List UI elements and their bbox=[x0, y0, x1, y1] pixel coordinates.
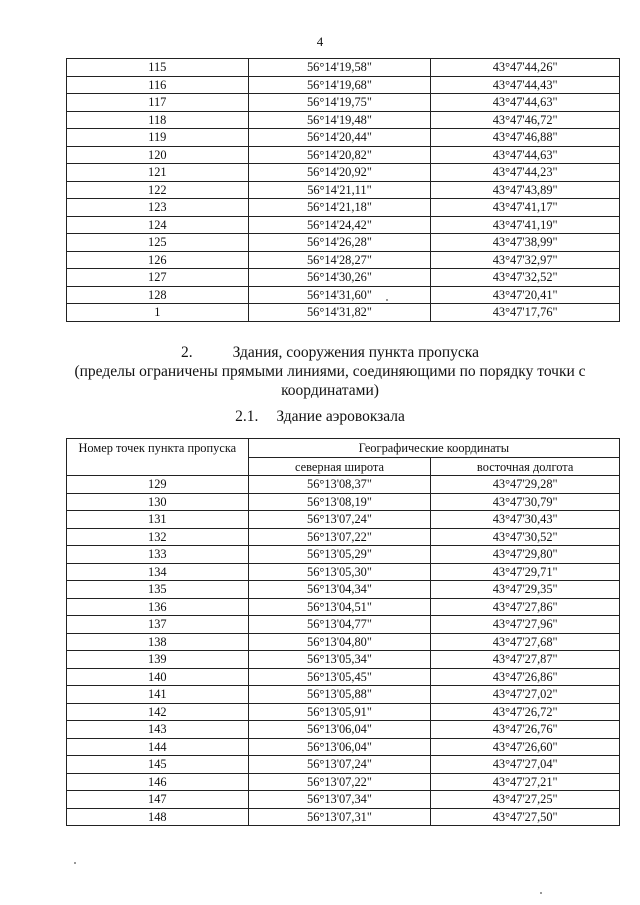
table-row bbox=[67, 493, 620, 511]
scan-speck bbox=[386, 299, 388, 301]
table-row bbox=[67, 59, 620, 77]
point-number-cell: 135 bbox=[67, 581, 249, 599]
table-row bbox=[67, 111, 620, 129]
table-row bbox=[67, 668, 620, 686]
latitude-cell: 56°14'24,42" bbox=[248, 216, 431, 234]
table-row bbox=[67, 216, 620, 234]
point-number-cell: 126 bbox=[67, 251, 249, 269]
point-number-cell: 134 bbox=[67, 563, 249, 581]
point-number-cell: 137 bbox=[67, 616, 249, 634]
table-row bbox=[67, 164, 620, 182]
point-number-cell: 125 bbox=[67, 234, 249, 252]
table-row bbox=[67, 234, 620, 252]
latitude-cell: 56°14'19,68" bbox=[248, 76, 431, 94]
longitude-cell: 43°47'32,52" bbox=[431, 269, 620, 287]
point-number-cell: 128 bbox=[67, 286, 249, 304]
latitude-cell: 56°13'05,91" bbox=[248, 703, 431, 721]
latitude-cell: 56°14'19,58" bbox=[248, 59, 431, 77]
point-number-cell: 141 bbox=[67, 686, 249, 704]
longitude-cell: 43°47'44,23" bbox=[431, 164, 620, 182]
header-point-number: Номер точек пункта пропуска bbox=[67, 439, 249, 476]
table-row bbox=[67, 269, 620, 287]
point-number-cell: 119 bbox=[67, 129, 249, 147]
point-number-cell: 132 bbox=[67, 528, 249, 546]
section-2-subtitle: (пределы ограничены прямыми линиями, соединяющими по порядку точки с координатами) bbox=[74, 363, 586, 399]
latitude-cell: 56°13'04,34" bbox=[248, 581, 431, 599]
longitude-cell: 43°47'27,04" bbox=[431, 756, 620, 774]
latitude-cell: 56°14'28,27" bbox=[248, 251, 431, 269]
table-row bbox=[67, 633, 620, 651]
table-row bbox=[67, 808, 620, 826]
point-number-cell: 136 bbox=[67, 598, 249, 616]
longitude-cell: 43°47'41,17" bbox=[431, 199, 620, 217]
point-number-cell: 148 bbox=[67, 808, 249, 826]
longitude-cell: 43°47'17,76" bbox=[431, 304, 620, 322]
longitude-cell: 43°47'32,97" bbox=[431, 251, 620, 269]
point-number-cell: 130 bbox=[67, 493, 249, 511]
table-header bbox=[67, 439, 620, 476]
table-row bbox=[67, 651, 620, 669]
point-number-cell: 122 bbox=[67, 181, 249, 199]
latitude-cell: 56°13'07,22" bbox=[248, 528, 431, 546]
latitude-cell: 56°13'06,04" bbox=[248, 721, 431, 739]
latitude-cell: 56°13'07,31" bbox=[248, 808, 431, 826]
latitude-cell: 56°13'05,88" bbox=[248, 686, 431, 704]
table-row bbox=[67, 251, 620, 269]
longitude-cell: 43°47'26,72" bbox=[431, 703, 620, 721]
table-row bbox=[67, 304, 620, 322]
point-number-cell: 1 bbox=[67, 304, 249, 322]
longitude-cell: 43°47'44,63" bbox=[431, 146, 620, 164]
point-number-cell: 115 bbox=[67, 59, 249, 77]
point-number-cell: 143 bbox=[67, 721, 249, 739]
terminal-building-coordinates-table bbox=[66, 438, 620, 826]
point-number-cell: 127 bbox=[67, 269, 249, 287]
longitude-cell: 43°47'43,89" bbox=[431, 181, 620, 199]
latitude-cell: 56°13'06,04" bbox=[248, 738, 431, 756]
table-row bbox=[67, 146, 620, 164]
terminal-table-body bbox=[67, 476, 620, 826]
table-row bbox=[67, 129, 620, 147]
latitude-cell: 56°14'30,26" bbox=[248, 269, 431, 287]
point-number-cell: 133 bbox=[67, 546, 249, 564]
latitude-cell: 56°13'05,29" bbox=[248, 546, 431, 564]
point-number-cell: 144 bbox=[67, 738, 249, 756]
latitude-cell: 56°13'05,34" bbox=[248, 651, 431, 669]
longitude-cell: 43°47'38,99" bbox=[431, 234, 620, 252]
longitude-cell: 43°47'44,43" bbox=[431, 76, 620, 94]
point-number-cell: 129 bbox=[67, 476, 249, 494]
latitude-cell: 56°13'07,24" bbox=[248, 756, 431, 774]
latitude-cell: 56°14'19,48" bbox=[248, 111, 431, 129]
table-row bbox=[67, 598, 620, 616]
longitude-cell: 43°47'26,86" bbox=[431, 668, 620, 686]
table-row bbox=[67, 511, 620, 529]
latitude-cell: 56°14'19,75" bbox=[248, 94, 431, 112]
point-number-cell: 123 bbox=[67, 199, 249, 217]
latitude-cell: 56°13'05,30" bbox=[248, 563, 431, 581]
table-row bbox=[67, 756, 620, 774]
coordinates-table-continued bbox=[66, 58, 620, 322]
longitude-cell: 43°47'27,25" bbox=[431, 791, 620, 809]
scan-speck bbox=[74, 862, 76, 864]
section-2-1-heading bbox=[0, 408, 640, 426]
latitude-cell: 56°14'20,82" bbox=[248, 146, 431, 164]
subsection-number: 2.1. bbox=[235, 408, 259, 425]
latitude-cell: 56°13'04,51" bbox=[248, 598, 431, 616]
longitude-cell: 43°47'27,02" bbox=[431, 686, 620, 704]
longitude-cell: 43°47'27,87" bbox=[431, 651, 620, 669]
point-number-cell: 139 bbox=[67, 651, 249, 669]
longitude-cell: 43°47'26,76" bbox=[431, 721, 620, 739]
longitude-cell: 43°47'30,43" bbox=[431, 511, 620, 529]
header-north-latitude: северная широта bbox=[248, 458, 431, 476]
table-row bbox=[67, 721, 620, 739]
section-2-heading bbox=[40, 343, 620, 400]
table-row bbox=[67, 791, 620, 809]
point-number-cell: 131 bbox=[67, 511, 249, 529]
longitude-cell: 43°47'29,35" bbox=[431, 581, 620, 599]
longitude-cell: 43°47'27,68" bbox=[431, 633, 620, 651]
latitude-cell: 56°14'31,60" bbox=[248, 286, 431, 304]
section-title: Здания, сооружения пункта пропуска bbox=[232, 344, 479, 361]
latitude-cell: 56°13'04,77" bbox=[248, 616, 431, 634]
table-row bbox=[67, 181, 620, 199]
latitude-cell: 56°13'07,22" bbox=[248, 773, 431, 791]
latitude-cell: 56°14'26,28" bbox=[248, 234, 431, 252]
longitude-cell: 43°47'27,21" bbox=[431, 773, 620, 791]
point-number-cell: 117 bbox=[67, 94, 249, 112]
latitude-cell: 56°13'05,45" bbox=[248, 668, 431, 686]
coordinates-table-body bbox=[67, 59, 620, 322]
table-row bbox=[67, 563, 620, 581]
point-number-cell: 121 bbox=[67, 164, 249, 182]
page-number: 4 bbox=[316, 34, 324, 49]
longitude-cell: 43°47'27,50" bbox=[431, 808, 620, 826]
longitude-cell: 43°47'29,80" bbox=[431, 546, 620, 564]
point-number-cell: 120 bbox=[67, 146, 249, 164]
point-number-cell: 118 bbox=[67, 111, 249, 129]
latitude-cell: 56°13'07,24" bbox=[248, 511, 431, 529]
longitude-cell: 43°47'44,63" bbox=[431, 94, 620, 112]
longitude-cell: 43°47'41,19" bbox=[431, 216, 620, 234]
scan-speck bbox=[540, 892, 542, 894]
point-number-cell: 142 bbox=[67, 703, 249, 721]
point-number-cell: 138 bbox=[67, 633, 249, 651]
latitude-cell: 56°13'08,37" bbox=[248, 476, 431, 494]
subsection-title: Здание аэровокзала bbox=[276, 408, 405, 425]
point-number-cell: 116 bbox=[67, 76, 249, 94]
point-number-cell: 140 bbox=[67, 668, 249, 686]
longitude-cell: 43°47'46,72" bbox=[431, 111, 620, 129]
longitude-cell: 43°47'29,71" bbox=[431, 563, 620, 581]
table-row bbox=[67, 546, 620, 564]
table-row bbox=[67, 581, 620, 599]
table-row bbox=[67, 773, 620, 791]
point-number-cell: 146 bbox=[67, 773, 249, 791]
table-row bbox=[67, 476, 620, 494]
point-number-cell: 145 bbox=[67, 756, 249, 774]
section-number: 2. bbox=[181, 344, 193, 361]
header-geo-coords: Географические координаты bbox=[248, 439, 619, 458]
point-number-cell: 124 bbox=[67, 216, 249, 234]
header-east-longitude: восточная долгота bbox=[431, 458, 620, 476]
latitude-cell: 56°14'20,92" bbox=[248, 164, 431, 182]
point-number-cell: 147 bbox=[67, 791, 249, 809]
latitude-cell: 56°13'07,34" bbox=[248, 791, 431, 809]
latitude-cell: 56°14'21,11" bbox=[248, 181, 431, 199]
longitude-cell: 43°47'44,26" bbox=[431, 59, 620, 77]
table-row bbox=[67, 94, 620, 112]
latitude-cell: 56°14'20,44" bbox=[248, 129, 431, 147]
table-row bbox=[67, 528, 620, 546]
longitude-cell: 43°47'46,88" bbox=[431, 129, 620, 147]
latitude-cell: 56°13'04,80" bbox=[248, 633, 431, 651]
latitude-cell: 56°14'21,18" bbox=[248, 199, 431, 217]
section-2-title-line bbox=[40, 343, 620, 362]
longitude-cell: 43°47'29,28" bbox=[431, 476, 620, 494]
table-row bbox=[67, 703, 620, 721]
table-row bbox=[67, 738, 620, 756]
table-row bbox=[67, 286, 620, 304]
longitude-cell: 43°47'27,86" bbox=[431, 598, 620, 616]
table-row bbox=[67, 686, 620, 704]
longitude-cell: 43°47'26,60" bbox=[431, 738, 620, 756]
table-row bbox=[67, 76, 620, 94]
longitude-cell: 43°47'20,41" bbox=[431, 286, 620, 304]
table-row bbox=[67, 616, 620, 634]
table-row bbox=[67, 199, 620, 217]
longitude-cell: 43°47'30,79" bbox=[431, 493, 620, 511]
latitude-cell: 56°14'31,82" bbox=[248, 304, 431, 322]
longitude-cell: 43°47'30,52" bbox=[431, 528, 620, 546]
latitude-cell: 56°13'08,19" bbox=[248, 493, 431, 511]
longitude-cell: 43°47'27,96" bbox=[431, 616, 620, 634]
